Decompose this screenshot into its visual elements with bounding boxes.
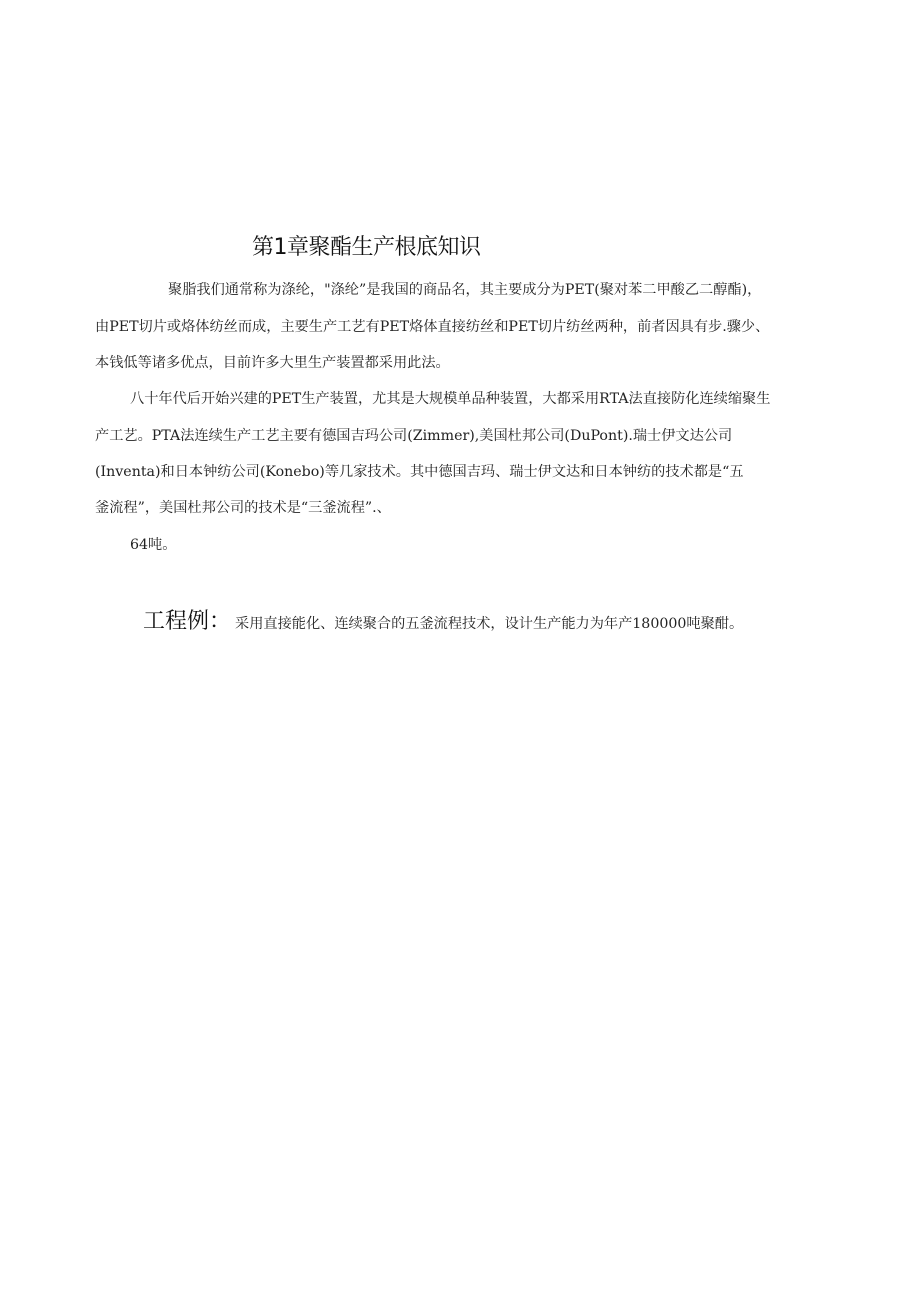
chapter-title: 第1章聚酯生产根底知识 [252,235,481,260]
paragraph-2-line-1: 八十年代后开始兴建的PET生产装置，尤其是大规模单品种装置，大都采用RTA法直接防化连续缩聚生 [130,391,771,407]
paragraph-2-line-2: 产工艺。PTA法连续生产工艺主要有德国吉玛公司(Zimmer),美国杜邦公司(DuPont).瑞士伊文达公司 [95,428,733,444]
paragraph-1-line-1: 聚脂我们通常称为涤纶，"涤纶”是我国的商品名，其主要成分为PET(聚对苯二甲酸乙二醇酯)， [168,282,762,298]
project-example-text: 采用直接能化、连续聚合的五釜流程技术，设计生产能力为年产180000吨聚酣。 [235,616,744,632]
paragraph-1-line-2: 由PET切片或烙体纺丝而成，主要生产工艺有PET烙体直接纺丝和PET切片纺丝两种，前者因具有步.骤少、 [95,319,770,335]
paragraph-2-line-3: (Inventa)和日本钟纺公司(Konebo)等几家技术。其中德国吉玛、瑞士伊文达和日本钟纺的技术都是“五 [95,464,744,480]
paragraph-2-line-4: 釜流程”，美国杜邦公司的技术是“三釜流程”.、 [95,500,391,516]
project-example-label: 工程例： [143,609,232,634]
project-example [143,604,743,635]
paragraph-1-line-3: 本钱低等诸多优点，目前许多大里生产装置都采用此法。 [95,355,450,371]
text-fragment: 64吨。 [130,537,177,553]
